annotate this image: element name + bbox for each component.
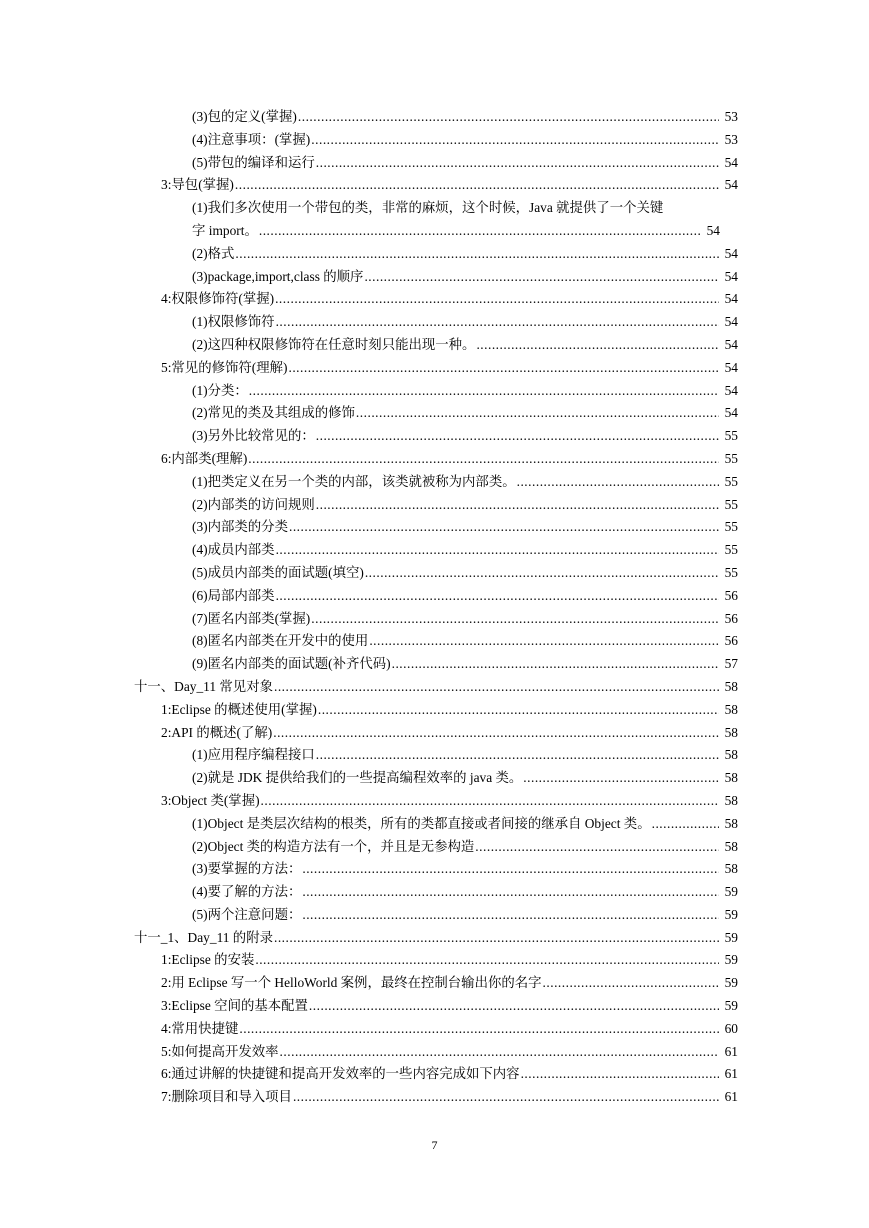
toc-entry[interactable]: [0, 266, 869, 289]
toc-entry-title: (8)匿名内部类在开发中的使用: [192, 633, 369, 649]
toc-entry-title: 1:Eclipse 的概述使用(掌握): [161, 701, 317, 717]
toc-dot-leader: [652, 813, 719, 836]
toc-entry[interactable]: [0, 311, 869, 334]
toc-entry-title: (2)内部类的访问规则: [192, 496, 315, 512]
toc-entry[interactable]: [0, 813, 869, 836]
toc-entry[interactable]: [0, 334, 869, 357]
toc-entry-page: 55: [724, 473, 738, 489]
toc-entry-page: 58: [724, 747, 738, 763]
toc-entry-page: 60: [724, 1020, 738, 1036]
toc-entry[interactable]: [0, 288, 869, 311]
toc-entry-title: (4)成员内部类: [192, 542, 275, 558]
toc-entry[interactable]: [0, 471, 869, 494]
toc-dot-leader: [521, 1063, 719, 1086]
toc-entry[interactable]: [0, 949, 869, 972]
toc-entry-page: 54: [724, 405, 738, 421]
toc-dot-leader: [261, 790, 719, 813]
toc-dot-leader: [276, 585, 719, 608]
toc-dot-leader: [273, 722, 719, 745]
toc-entry[interactable]: [0, 152, 869, 175]
toc-dot-leader: [274, 676, 719, 699]
toc-entry-title: (1)应用程序编程接口: [192, 747, 315, 763]
toc-entry-title: 6:通过讲解的快捷键和提高开发效率的一些内容完成如下内容: [161, 1066, 520, 1082]
toc-entry-page: 58: [724, 838, 738, 854]
toc-entry-title: 1:Eclipse 的安装: [161, 952, 255, 968]
toc-entry[interactable]: [0, 494, 869, 517]
toc-entry-page: 55: [724, 519, 738, 535]
toc-entry[interactable]: [0, 767, 869, 790]
toc-entry-page: 58: [724, 701, 738, 717]
toc-entry-title: (5)成员内部类的面试题(填空): [192, 564, 364, 580]
toc-dot-leader: [316, 744, 719, 767]
toc-entry-page: 59: [724, 998, 738, 1014]
toc-entry-page: 53: [724, 131, 738, 147]
toc-entry-page: 55: [724, 496, 738, 512]
toc-dot-leader: [275, 288, 719, 311]
toc-entry-page: 59: [724, 952, 738, 968]
toc-entry-page: 56: [724, 587, 738, 603]
toc-entry-page: 55: [724, 450, 738, 466]
toc-dot-leader: [311, 608, 719, 631]
toc-dot-leader: [475, 836, 719, 859]
toc-entry-title: 5:常见的修饰符(理解): [161, 359, 288, 375]
toc-dot-leader: [311, 129, 719, 152]
toc-dot-leader: [248, 448, 719, 471]
toc-entry[interactable]: [0, 995, 869, 1018]
toc-entry-title: 2:API 的概述(了解): [161, 724, 273, 740]
toc-entry-page: 58: [724, 678, 738, 694]
toc-entry[interactable]: [0, 858, 869, 881]
toc-entry-page: 54: [724, 382, 738, 398]
toc-entry-page: 61: [724, 1089, 738, 1105]
toc-dot-leader: [309, 995, 719, 1018]
toc-entry-title: 5:如何提高开发效率: [161, 1043, 279, 1059]
toc-entry-title: (3)package,import,class 的顺序: [192, 268, 364, 284]
toc-dot-leader: [316, 494, 719, 517]
toc-entry-page: 58: [724, 724, 738, 740]
toc-entry-title: (2)就是 JDK 提供给我们的一些提高编程效率的 java 类。: [192, 770, 523, 786]
toc-entry-title: (3)另外比较常见的：: [192, 428, 315, 444]
toc-dot-leader: [365, 562, 719, 585]
toc-entry[interactable]: [0, 106, 869, 129]
toc-entry-page: 54: [724, 268, 738, 284]
toc-entry-title: 7:删除项目和导入项目: [161, 1089, 292, 1105]
toc-entry[interactable]: [0, 699, 869, 722]
toc-entry-title: 字 import。: [192, 222, 258, 238]
toc-dot-leader: [369, 630, 719, 653]
toc-entry-title: (1)我们多次使用一个带包的类，非常的麻烦，这个时候，Java 就提供了一个关键: [192, 200, 664, 216]
toc-entry-title: (6)局部内部类: [192, 587, 275, 603]
toc-entry[interactable]: [0, 516, 869, 539]
toc-entry-title: (5)两个注意问题：: [192, 906, 302, 922]
toc-entry[interactable]: [0, 243, 869, 266]
toc-dot-leader: [316, 425, 719, 448]
toc-dot-leader: [302, 904, 719, 927]
toc-entry-title: 十一_1、Day_11 的附录: [134, 929, 273, 945]
toc-dot-leader: [276, 539, 719, 562]
toc-entry[interactable]: [0, 425, 869, 448]
toc-entry-page: 54: [724, 177, 738, 193]
toc-entry[interactable]: [0, 881, 869, 904]
toc-dot-leader: [276, 311, 719, 334]
toc-entry-title: 3:导包(掌握): [161, 177, 234, 193]
toc-dot-leader: [235, 243, 719, 266]
toc-entry-page: 61: [724, 1066, 738, 1082]
toc-dot-leader: [392, 653, 719, 676]
toc-dot-leader: [476, 334, 719, 357]
toc-entry-title: 4:常用快捷键: [161, 1020, 239, 1036]
page-number: 7: [431, 1138, 438, 1152]
toc-entry[interactable]: [0, 1086, 869, 1109]
toc-dot-leader: [259, 220, 701, 243]
toc-entry[interactable]: [0, 790, 869, 813]
toc-entry-page: 54: [724, 336, 738, 352]
toc-entry-page: 55: [724, 428, 738, 444]
toc-dot-leader: [249, 380, 719, 403]
toc-entry[interactable]: [0, 562, 869, 585]
toc-entry-page: 54: [724, 359, 738, 375]
toc-entry-title: (2)Object 类的构造方法有一个，并且是无参构造: [192, 838, 475, 854]
toc-entry[interactable]: [0, 1063, 869, 1086]
toc-entry-page: 55: [724, 542, 738, 558]
toc-entry-page: 54: [724, 245, 738, 261]
toc-dot-leader: [364, 266, 719, 289]
toc-entry-title: (4)要了解的方法：: [192, 884, 302, 900]
toc-dot-leader: [293, 1086, 719, 1109]
toc-entry-title: 6:内部类(理解): [161, 450, 248, 466]
toc-dot-leader: [517, 471, 719, 494]
toc-entry-page: 54: [724, 154, 738, 170]
toc-entry-page: 53: [724, 109, 738, 124]
toc-entry[interactable]: [0, 972, 869, 995]
toc-entry-title: 4:权限修饰符(掌握): [161, 291, 275, 307]
toc-entry[interactable]: [0, 539, 869, 562]
toc-entry-page: 61: [724, 1043, 738, 1059]
toc-entry-page: 58: [724, 815, 738, 831]
toc-dot-leader: [239, 1018, 719, 1041]
toc-entry[interactable]: [0, 448, 869, 471]
toc-entry-title: (3)包的定义(掌握): [192, 109, 297, 124]
toc-entry[interactable]: [0, 653, 869, 676]
toc-entry-page: 58: [724, 770, 738, 786]
toc-entry-page: 59: [724, 906, 738, 922]
toc-entry[interactable]: [0, 1018, 869, 1041]
toc-entry[interactable]: [0, 722, 869, 745]
toc-entry-title: 3:Eclipse 空间的基本配置: [161, 998, 308, 1014]
toc-dot-leader: [255, 949, 719, 972]
toc-entry-page: 54: [706, 222, 720, 238]
toc-entry-title: 十一、Day_11 常见对象: [134, 678, 273, 694]
toc-entry-title: (3)内部类的分类: [192, 519, 288, 535]
toc-entry-page: 58: [724, 792, 738, 808]
toc-entry[interactable]: [0, 744, 869, 767]
toc-entry-page: 58: [724, 861, 738, 877]
toc-entry[interactable]: [0, 630, 869, 653]
toc-dot-leader: [302, 881, 719, 904]
toc-entry-title: (5)带包的编译和运行: [192, 154, 315, 170]
toc-entry-title: (1)权限修饰符: [192, 314, 275, 330]
toc-dot-leader: [302, 858, 719, 881]
toc-entry-title: (2)常见的类及其组成的修饰: [192, 405, 355, 421]
toc-dot-leader: [274, 927, 719, 950]
toc-entry-page: 59: [724, 975, 738, 991]
toc-entry-title: 2:用 Eclipse 写一个 HelloWorld 案例，最终在控制台输出你的名字: [161, 975, 542, 991]
toc-entry[interactable]: [0, 904, 869, 927]
toc-entry[interactable]: [0, 1041, 869, 1064]
toc-entry[interactable]: [0, 380, 869, 403]
toc-entry[interactable]: [0, 174, 869, 197]
toc-entry-title: (2)格式: [192, 245, 235, 261]
toc-entry[interactable]: [0, 927, 869, 950]
toc-entry-page: 59: [724, 929, 738, 945]
toc-entry-title: (2)这四种权限修饰符在任意时刻只能出现一种。: [192, 336, 476, 352]
toc-entry-page: 56: [724, 633, 738, 649]
toc-entry-page: 59: [724, 884, 738, 900]
toc-entry-title: (1)Object 是类层次结构的根类，所有的类都直接或者间接的继承自 Object 类。: [192, 815, 651, 831]
toc-entry[interactable]: [0, 608, 869, 631]
table-of-contents: [0, 106, 869, 1109]
toc-entry[interactable]: [0, 197, 869, 243]
toc-entry-page: 54: [724, 314, 738, 330]
toc-entry[interactable]: [0, 357, 869, 380]
toc-entry-title: (1)分类：: [192, 382, 248, 398]
toc-entry-title: (1)把类定义在另一个类的内部，该类就被称为内部类。: [192, 473, 516, 489]
toc-entry-title: (7)匿名内部类(掌握): [192, 610, 311, 626]
toc-dot-leader: [298, 106, 719, 129]
toc-dot-leader: [543, 972, 719, 995]
toc-entry[interactable]: [0, 129, 869, 152]
toc-dot-leader: [318, 699, 719, 722]
toc-dot-leader: [289, 516, 719, 539]
toc-entry-page: 55: [724, 564, 738, 580]
toc-dot-leader: [356, 402, 719, 425]
toc-entry-title: (4)注意事项：(掌握): [192, 131, 311, 147]
toc-entry-title: (9)匿名内部类的面试题(补齐代码): [192, 656, 391, 672]
toc-entry[interactable]: [0, 676, 869, 699]
toc-dot-leader: [523, 767, 719, 790]
toc-entry-page: 54: [724, 291, 738, 307]
toc-entry-title: (3)要掌握的方法：: [192, 861, 302, 877]
toc-dot-leader: [280, 1041, 719, 1064]
toc-entry-title: 3:Object 类(掌握): [161, 792, 260, 808]
toc-dot-leader: [316, 152, 719, 175]
toc-entry[interactable]: [0, 402, 869, 425]
toc-entry[interactable]: [0, 836, 869, 859]
toc-dot-leader: [235, 174, 719, 197]
toc-entry-page: 57: [724, 656, 738, 672]
toc-entry-continuation: [192, 220, 720, 243]
toc-entry[interactable]: [0, 585, 869, 608]
toc-dot-leader: [288, 357, 719, 380]
toc-entry-page: 56: [724, 610, 738, 626]
